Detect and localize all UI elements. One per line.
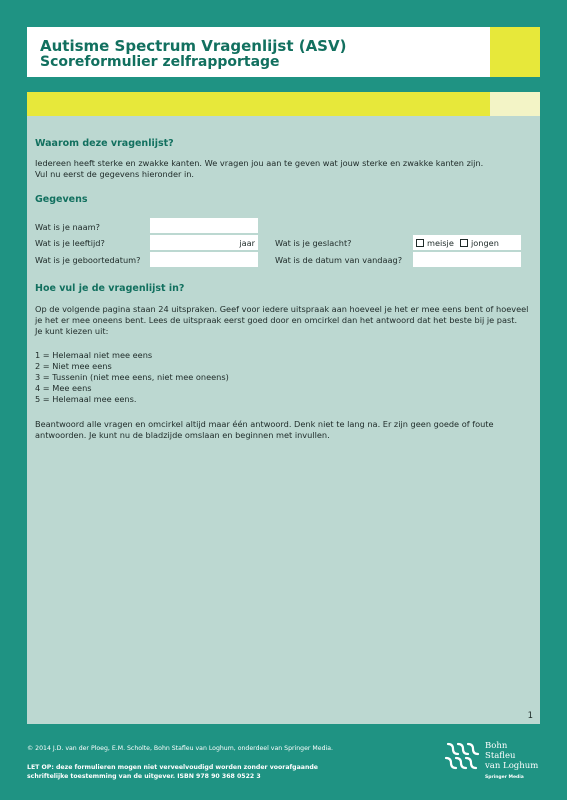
publisher-logo-icon (442, 740, 482, 774)
name-label: Wat is je naam? (35, 222, 101, 232)
birthdate-field[interactable] (150, 252, 258, 267)
footer-notice-1: LET OP: deze formulieren mogen niet verveelvoudigd worden zonder voorafgaande (27, 764, 318, 771)
intro-line-2: Vul nu eerst de gegevens hieronder in. (35, 169, 195, 179)
birthdate-label: Wat is je geboortedatum? (35, 255, 141, 265)
scale-item: 2 = Niet mee eens (35, 361, 112, 371)
section-title-why: Waarom deze vragenlijst? (35, 138, 174, 149)
checkbox-icon[interactable] (416, 239, 424, 247)
section-title-instructions: Hoe vul je de vragenlijst in? (35, 283, 185, 294)
instructions-line-2: je het er mee oneens bent. Lees de uitspraak eerst goed door en omcirkel dan het antwoord dat het beste bij je past. (35, 315, 518, 325)
closing-line-1: Beantwoord alle vragen en omcirkel altijd maar één antwoord. Denk niet te lang na. Er zijn geen goede of foute (35, 419, 494, 429)
header (27, 27, 490, 77)
age-label: Wat is je leeftijd? (35, 238, 105, 248)
publisher-logo (442, 738, 542, 788)
pale-band (490, 92, 540, 116)
name-field[interactable] (150, 218, 258, 233)
scale-item: 5 = Helemaal mee eens. (35, 394, 137, 404)
yellow-band (27, 92, 490, 116)
footer-notice-2: schriftelijke toestemming van de uitgever. ISBN 978 90 368 0522 3 (27, 773, 261, 780)
gender-option-girl[interactable]: meisje (416, 238, 454, 248)
footer-copyright: © 2014 J.D. van der Ploeg, E.M. Scholte, Bohn Stafleu van Loghum, onderdeel van Springer Media. (27, 745, 333, 752)
gender-option-boy[interactable]: jongen (460, 238, 499, 248)
intro-line-1: Iedereen heeft sterke en zwakke kanten. We vragen jou aan te geven wat jouw sterke en zwakke kanten zijn. (35, 158, 484, 168)
scale-item: 3 = Tussenin (niet mee eens, niet mee oneens) (35, 372, 229, 382)
publisher-name: Bohn Stafleu van Loghum (485, 741, 539, 771)
gender-field (413, 235, 521, 250)
publisher-parent: Springer Media (485, 775, 524, 780)
section-title-gegevens: Gegevens (35, 194, 88, 205)
date-label: Wat is de datum van vandaag? (275, 255, 403, 265)
checkbox-icon[interactable] (460, 239, 468, 247)
header-accent (490, 27, 540, 77)
document-title: Autisme Spectrum Vragenlijst (ASV) (40, 37, 347, 55)
page-number: 1 (527, 711, 533, 721)
form-panel (27, 116, 540, 724)
instructions-line-1: Op de volgende pagina staan 24 uitspraken. Geef voor iedere uitspraak aan hoeveel je het er mee eens bent of hoeveel (35, 304, 529, 314)
instructions-line-3: Je kunt kiezen uit: (35, 326, 109, 336)
gender-label: Wat is je geslacht? (275, 238, 352, 248)
date-field[interactable] (413, 252, 521, 267)
age-field[interactable] (150, 235, 258, 250)
scale-item: 4 = Mee eens (35, 383, 92, 393)
document-subtitle: Scoreformulier zelfrapportage (40, 54, 280, 70)
closing-line-2: antwoorden. Je kunt nu de bladzijde omslaan en beginnen met invullen. (35, 430, 330, 440)
age-unit: jaar (239, 238, 255, 248)
scale-item: 1 = Helemaal niet mee eens (35, 350, 153, 360)
